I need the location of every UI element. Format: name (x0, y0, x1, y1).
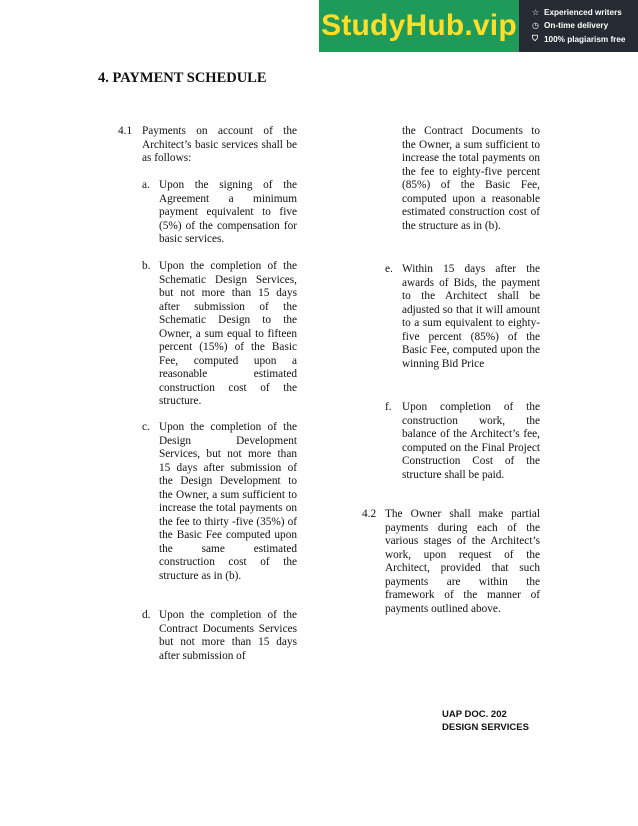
feature-label: 100% plagiarism free (544, 34, 626, 44)
item-f-text: Upon completion of the construction work, the balance of the Architect’s fee, computed on the Final Project Construction Cost of the structure shall be paid. (402, 401, 540, 481)
clock-icon: ◷ (532, 21, 539, 30)
brand-logo[interactable] (319, 0, 519, 52)
footer-doc-title: DESIGN SERVICES (442, 721, 529, 733)
item-d-text: Upon the completion of the Contract Documents Services but not more than 15 days after submission of (159, 609, 297, 662)
clause-4-1-text: Payments on account of the Architect’s basic services shall be as follows: (142, 125, 297, 164)
section-title: 4. PAYMENT SCHEDULE (98, 70, 267, 86)
item-label: c. (142, 421, 150, 433)
feature-on-time-delivery (532, 21, 638, 30)
item-label: e. (385, 263, 393, 275)
feature-experienced-writers (532, 8, 638, 17)
item-a-text: Upon the signing of the Agreement a minimum payment equivalent to five (5%) of the compensation for basic services. (159, 179, 297, 245)
feature-label: Experienced writers (544, 8, 622, 17)
shield-icon: ⛉ (532, 34, 538, 43)
item-label: f. (385, 401, 392, 413)
item-label: d. (142, 609, 151, 621)
item-label: b. (142, 260, 151, 272)
feature-label: On-time delivery (544, 21, 609, 30)
studyhub-banner[interactable] (319, 0, 638, 52)
item-d-continued: the Contract Documents to the Owner, a sum sufficient to increase the total payments on the fee to eighty-five percent (85%) of the Basic Fee, computed upon a reasonable estimated construction cost of the structure as in (b). (402, 125, 540, 232)
feature-plagiarism-free (532, 34, 638, 44)
document-footer (442, 709, 529, 734)
brand-name: StudyHub.vip (321, 9, 517, 42)
clause-number: 4.2 (362, 508, 377, 520)
clause-number: 4.1 (118, 125, 133, 137)
star-icon: ☆ (532, 8, 540, 17)
footer-doc-number: UAP DOC. 202 (442, 709, 507, 720)
clause-4-2-text: The Owner shall make partial payments during each of the various stages of the Architect’s work, upon request of the Architect, provided that such payments are within the framework of the manner of payments outlined above. (385, 508, 540, 615)
item-b-text: Upon the completion of the Schematic Design Services, but not more than 15 days after submission of the Schematic Design to the Owner, a sum equal to fifteen percent (15%) of the Basic Fee, computed upon a reasonable estimated construction cost of the structure. (159, 260, 297, 407)
banner-features (519, 0, 638, 52)
item-label: a. (142, 179, 150, 191)
item-e-text: Within 15 days after the awards of Bids, the payment to the Architect shall be adjusted so that it will amount to a sum equivalent to eighty-five percent (85%) of the Basic Fee, computed upon the winning Bid Price (402, 263, 540, 370)
item-c-text: Upon the completion of the Design Development Services, but not more than 15 days after submission of the Design Development to the Owner, a sum sufficient to increase the total payments on the fee to thirty -five (35%) of the Basic Fee computed upon the same estimated construction cost of the structure as in (b). (159, 421, 297, 582)
